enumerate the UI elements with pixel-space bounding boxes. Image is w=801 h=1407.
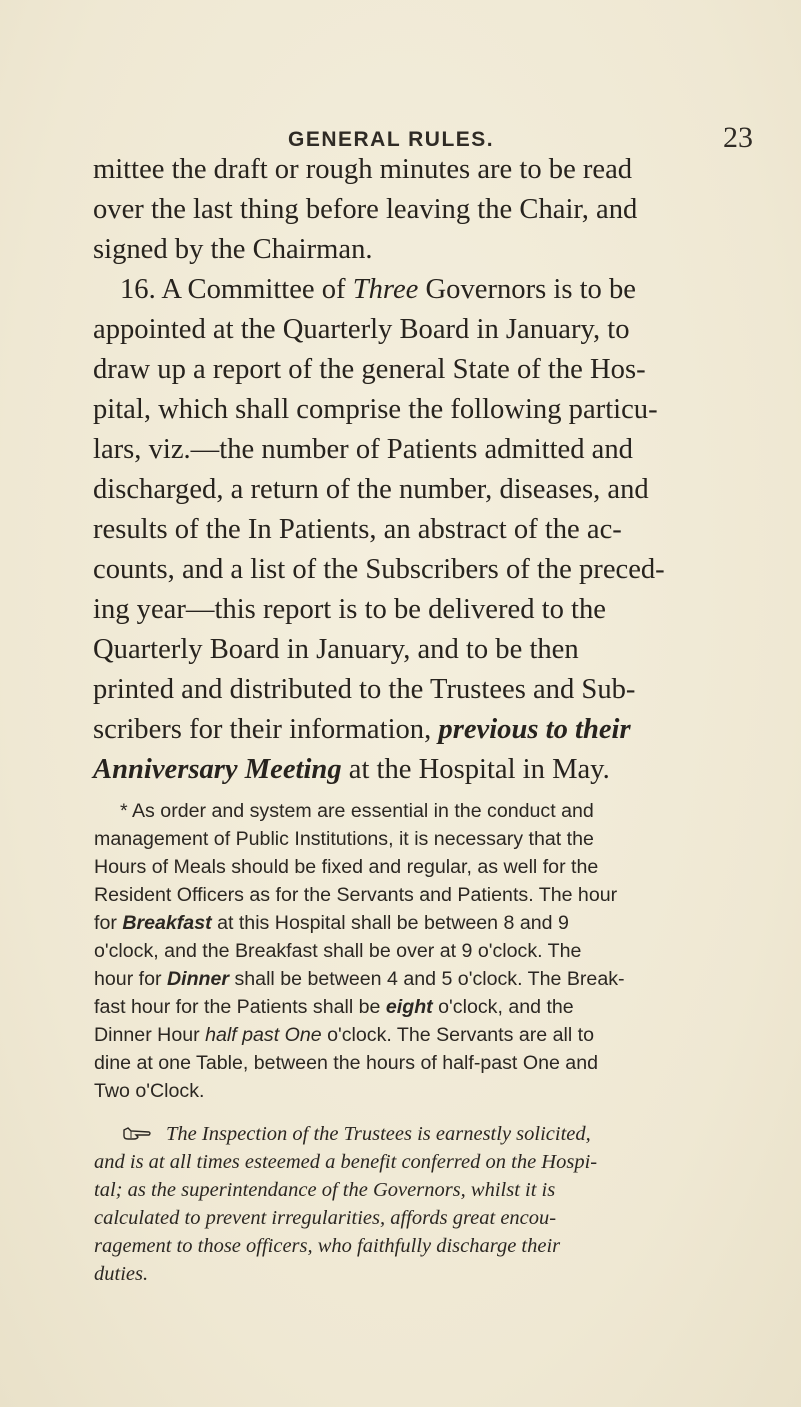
rule-line-italic: Anniversary Meeting: [93, 754, 342, 785]
note-line-part: at this Hospital shall be between 8 and 9: [211, 912, 569, 934]
inspection-line: calculated to prevent irregularities, affords great encou-: [94, 1207, 557, 1229]
rule-line: ing year—this report is to be delivered to the: [93, 594, 606, 625]
note-line-part: shall be between 4 and 5 o'clock. The Break-: [229, 968, 625, 990]
rule-line: appointed at the Quarterly Board in January, to: [93, 314, 630, 345]
note-line: [94, 993, 574, 1021]
rule-16-heading-line: [120, 270, 636, 310]
rule-line-italic: previous to their: [438, 714, 631, 745]
pointing-hand-icon: [122, 1127, 152, 1141]
note-line-italic: eight: [385, 996, 433, 1018]
note-line-part: hour for: [94, 968, 167, 990]
note-line: Hours of Meals should be fixed and regular, as well for the: [94, 856, 599, 878]
note-line: [94, 1021, 594, 1049]
rule-line-part: Governors is to be: [418, 274, 636, 305]
note-line: [94, 909, 569, 937]
note-line-italic: half past One: [205, 1024, 322, 1046]
rule-line-italic: Three: [352, 274, 419, 305]
inspection-line: tal; as the superintendance of the Governors, whilst it is: [94, 1179, 556, 1201]
note-line-part: fast hour for the Patients shall be: [94, 996, 386, 1018]
rule-line: printed and distributed to the Trustees and Sub-: [93, 674, 636, 705]
rule-line-part: 16. A Committee of: [120, 274, 353, 305]
inspection-line-text: The Inspection of the Trustees is earnestly solicited,: [166, 1123, 591, 1145]
rule-line-part: at the Hospital in May.: [341, 754, 610, 785]
inspection-line: ragement to those officers, who faithfully discharge their: [94, 1235, 561, 1257]
note-line: dine at one Table, between the hours of half-past One and: [94, 1052, 598, 1074]
note-line-italic: Breakfast: [122, 912, 212, 934]
running-header: GENERAL RULES.: [288, 128, 495, 151]
rule-line: counts, and a list of the Subscribers of the preced-: [93, 554, 665, 585]
note-line-part: for: [94, 912, 123, 934]
page-number: 23: [723, 121, 753, 154]
rule-line: over the last thing before leaving the Chair, and: [93, 194, 638, 225]
rule-line: pital, which shall comprise the following particu-: [93, 394, 658, 425]
rule-line: lars, viz.—the number of Patients admitted and: [93, 434, 633, 465]
rule-line-part: scribers for their information,: [93, 714, 439, 745]
inspection-line: and is at all times esteemed a benefit conferred on the Hospi-: [94, 1151, 598, 1173]
inspection-line: [94, 1120, 591, 1148]
rule-line: [93, 710, 631, 750]
rule-line: signed by the Chairman.: [93, 234, 373, 265]
rule-line: mittee the draft or rough minutes are to be read: [93, 154, 633, 185]
rule-line: Quarterly Board in January, and to be then: [93, 634, 579, 665]
note-line-part: o'clock. The Servants are all to: [321, 1024, 595, 1046]
note-line-part: o'clock, and the: [432, 996, 574, 1018]
note-line-italic: Dinner: [166, 968, 230, 990]
note-line: [94, 965, 625, 993]
note-line: Two o'Clock.: [94, 1080, 205, 1102]
rule-line: draw up a report of the general State of the Hos-: [93, 354, 646, 385]
rule-line: results of the In Patients, an abstract of the ac-: [93, 514, 622, 545]
note-line: Resident Officers as for the Servants and Patients. The hour: [94, 884, 618, 906]
note-line: o'clock, and the Breakfast shall be over at 9 o'clock. The: [94, 940, 582, 962]
note-line: * As order and system are essential in the conduct and: [120, 800, 594, 822]
note-line-part: Dinner Hour: [94, 1024, 206, 1046]
inspection-line: duties.: [94, 1263, 149, 1285]
rule-line: [93, 750, 610, 790]
note-line: management of Public Institutions, it is necessary that the: [94, 828, 594, 850]
rule-line: discharged, a return of the number, diseases, and: [93, 474, 649, 505]
